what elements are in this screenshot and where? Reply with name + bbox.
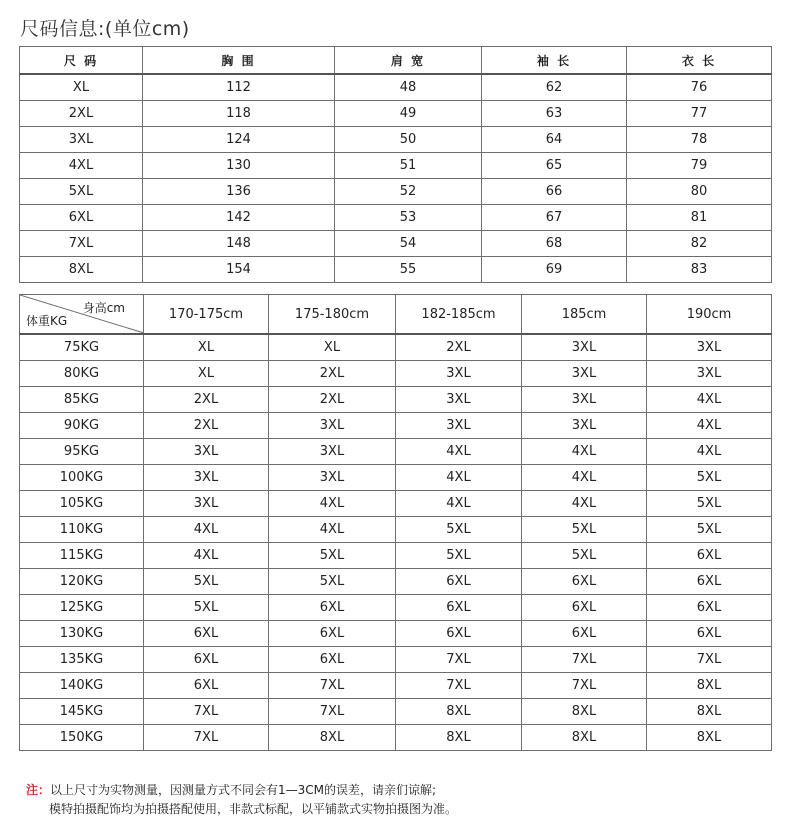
size-header-cell: 胸 围 xyxy=(143,47,335,75)
fit-table-row xyxy=(20,517,772,543)
fit-cell: 4XL xyxy=(396,465,522,491)
fit-table-row xyxy=(20,595,772,621)
fit-cell: 7XL xyxy=(269,673,396,699)
fit-cell-label: 150KG xyxy=(20,725,144,751)
size-cell: 68 xyxy=(482,231,627,257)
fit-cell: 4XL xyxy=(144,543,269,569)
size-table-row xyxy=(20,231,772,257)
size-cell: 52 xyxy=(335,179,482,205)
fit-cell-label: 90KG xyxy=(20,413,144,439)
fit-table-row xyxy=(20,543,772,569)
fit-cell: 3XL xyxy=(522,387,647,413)
size-cell: 130 xyxy=(143,153,335,179)
size-cell: 78 xyxy=(627,127,772,153)
fit-corner-cell xyxy=(20,295,144,335)
fit-cell: 6XL xyxy=(269,621,396,647)
fit-cell: 3XL xyxy=(647,361,772,387)
fit-cell: 5XL xyxy=(647,491,772,517)
size-table-row xyxy=(20,257,772,283)
fit-cell-label: 120KG xyxy=(20,569,144,595)
note-label: 注： xyxy=(26,783,51,797)
size-table-row xyxy=(20,153,772,179)
fit-cell: 8XL xyxy=(647,725,772,751)
size-table-header-row xyxy=(20,47,772,75)
fit-cell: 4XL xyxy=(269,517,396,543)
fit-cell: 6XL xyxy=(522,569,647,595)
size-cell: 54 xyxy=(335,231,482,257)
fit-cell: 4XL xyxy=(144,517,269,543)
fit-cell: 6XL xyxy=(396,621,522,647)
fit-cell: 3XL xyxy=(522,361,647,387)
fit-table-row xyxy=(20,387,772,413)
size-cell-label: 4XL xyxy=(20,153,143,179)
fit-cell: 3XL xyxy=(647,334,772,361)
fit-cell: 6XL xyxy=(396,569,522,595)
fit-cell: 4XL xyxy=(396,491,522,517)
fit-cell: 4XL xyxy=(522,465,647,491)
fit-cell: 7XL xyxy=(396,647,522,673)
size-cell: 55 xyxy=(335,257,482,283)
fit-cell: 5XL xyxy=(396,517,522,543)
fit-cell: 2XL xyxy=(269,387,396,413)
fit-cell-label: 100KG xyxy=(20,465,144,491)
fit-cell: 6XL xyxy=(269,647,396,673)
fit-cell: XL xyxy=(144,334,269,361)
fit-cell: 8XL xyxy=(647,699,772,725)
fit-table-row xyxy=(20,334,772,361)
size-table-row xyxy=(20,127,772,153)
fit-cell: 6XL xyxy=(647,621,772,647)
fit-cell: 7XL xyxy=(144,725,269,751)
size-header-cell: 袖 长 xyxy=(482,47,627,75)
fit-cell-label: 145KG xyxy=(20,699,144,725)
size-cell: 62 xyxy=(482,74,627,101)
size-cell: 80 xyxy=(627,179,772,205)
fit-cell: 5XL xyxy=(522,543,647,569)
size-cell: 83 xyxy=(627,257,772,283)
fit-table-row xyxy=(20,699,772,725)
fit-cell: 3XL xyxy=(144,439,269,465)
size-cell: 81 xyxy=(627,205,772,231)
fit-cell: 2XL xyxy=(144,413,269,439)
size-cell: 64 xyxy=(482,127,627,153)
page-title: 尺码信息:(单位cm) xyxy=(20,18,190,40)
height-header-cell: 190cm xyxy=(647,295,772,335)
fit-cell: 3XL xyxy=(522,413,647,439)
size-cell: 136 xyxy=(143,179,335,205)
size-cell: 142 xyxy=(143,205,335,231)
size-cell: 69 xyxy=(482,257,627,283)
fit-cell: 6XL xyxy=(647,595,772,621)
fit-cell: 5XL xyxy=(269,543,396,569)
fit-cell: 7XL xyxy=(144,699,269,725)
fit-cell: 4XL xyxy=(396,439,522,465)
size-cell-label: 6XL xyxy=(20,205,143,231)
height-header-cell: 175-180cm xyxy=(269,295,396,335)
fit-cell: 5XL xyxy=(522,517,647,543)
fit-cell: 5XL xyxy=(269,569,396,595)
fit-cell: 5XL xyxy=(396,543,522,569)
size-cell-label: XL xyxy=(20,74,143,101)
size-table-row xyxy=(20,205,772,231)
fit-table-row xyxy=(20,439,772,465)
fit-cell: 8XL xyxy=(396,725,522,751)
fit-cell: 8XL xyxy=(647,673,772,699)
size-cell: 79 xyxy=(627,153,772,179)
fit-cell: 3XL xyxy=(269,413,396,439)
fit-cell: 4XL xyxy=(522,439,647,465)
note-line-2 xyxy=(49,800,457,817)
fit-cell: 2XL xyxy=(144,387,269,413)
fit-cell: 2XL xyxy=(269,361,396,387)
fit-cell-label: 105KG xyxy=(20,491,144,517)
fit-cell: 7XL xyxy=(269,699,396,725)
fit-cell: 6XL xyxy=(269,595,396,621)
fit-cell: 7XL xyxy=(522,647,647,673)
fit-table-row xyxy=(20,673,772,699)
size-cell: 112 xyxy=(143,74,335,101)
size-cell-label: 5XL xyxy=(20,179,143,205)
fit-table-row xyxy=(20,647,772,673)
fit-cell: 8XL xyxy=(522,725,647,751)
fit-cell: 5XL xyxy=(144,569,269,595)
fit-cell: 5XL xyxy=(647,517,772,543)
fit-cell: 4XL xyxy=(269,491,396,517)
size-cell: 154 xyxy=(143,257,335,283)
fit-cell: 3XL xyxy=(396,387,522,413)
fit-cell: 6XL xyxy=(144,621,269,647)
size-cell: 48 xyxy=(335,74,482,101)
size-cell: 66 xyxy=(482,179,627,205)
fit-table xyxy=(19,294,772,751)
size-cell: 148 xyxy=(143,231,335,257)
size-cell: 82 xyxy=(627,231,772,257)
fit-table-row xyxy=(20,569,772,595)
fit-cell: 4XL xyxy=(647,439,772,465)
size-cell: 65 xyxy=(482,153,627,179)
corner-weight-label: 体重KG xyxy=(26,314,68,328)
size-cell: 124 xyxy=(143,127,335,153)
note-line-1 xyxy=(26,781,436,798)
fit-cell: 6XL xyxy=(647,569,772,595)
fit-cell: 6XL xyxy=(647,543,772,569)
size-table-row xyxy=(20,179,772,205)
fit-cell: 4XL xyxy=(522,491,647,517)
size-cell: 63 xyxy=(482,101,627,127)
size-cell-label: 8XL xyxy=(20,257,143,283)
fit-cell-label: 115KG xyxy=(20,543,144,569)
fit-cell-label: 110KG xyxy=(20,517,144,543)
corner-height-label: 身高cm xyxy=(82,301,125,315)
fit-cell: 4XL xyxy=(647,413,772,439)
size-table-row xyxy=(20,101,772,127)
note-text-1: 以上尺寸为实物测量，因测量方式不同会有1—3CM的误差，请亲们谅解; xyxy=(50,783,437,797)
fit-cell: 6XL xyxy=(144,647,269,673)
height-header-cell: 185cm xyxy=(522,295,647,335)
size-cell: 67 xyxy=(482,205,627,231)
size-cell: 50 xyxy=(335,127,482,153)
fit-cell: 4XL xyxy=(647,387,772,413)
height-header-cell: 182-185cm xyxy=(396,295,522,335)
fit-cell: 8XL xyxy=(269,725,396,751)
fit-cell: 8XL xyxy=(522,699,647,725)
size-cell-label: 3XL xyxy=(20,127,143,153)
size-table-row xyxy=(20,74,772,101)
fit-cell-label: 125KG xyxy=(20,595,144,621)
fit-cell-label: 80KG xyxy=(20,361,144,387)
height-header-cell: 170-175cm xyxy=(144,295,269,335)
fit-cell: 6XL xyxy=(396,595,522,621)
fit-cell-label: 95KG xyxy=(20,439,144,465)
size-cell-label: 2XL xyxy=(20,101,143,127)
fit-cell: XL xyxy=(144,361,269,387)
fit-cell-label: 140KG xyxy=(20,673,144,699)
fit-cell: 3XL xyxy=(269,465,396,491)
fit-table-row xyxy=(20,725,772,751)
fit-cell: 6XL xyxy=(522,595,647,621)
fit-cell-label: 75KG xyxy=(20,334,144,361)
fit-cell: 5XL xyxy=(647,465,772,491)
fit-cell: 6XL xyxy=(522,621,647,647)
fit-cell: 3XL xyxy=(396,413,522,439)
fit-table-row xyxy=(20,621,772,647)
fit-cell-label: 130KG xyxy=(20,621,144,647)
fit-cell: XL xyxy=(269,334,396,361)
size-header-cell: 肩 宽 xyxy=(335,47,482,75)
size-header-cell: 尺 码 xyxy=(20,47,143,75)
fit-cell: 3XL xyxy=(144,465,269,491)
fit-cell: 3XL xyxy=(144,491,269,517)
size-header-cell: 衣 长 xyxy=(627,47,772,75)
fit-cell: 8XL xyxy=(396,699,522,725)
size-cell-label: 7XL xyxy=(20,231,143,257)
fit-cell: 2XL xyxy=(396,334,522,361)
size-cell: 51 xyxy=(335,153,482,179)
fit-table-row xyxy=(20,491,772,517)
fit-cell-label: 135KG xyxy=(20,647,144,673)
fit-cell: 3XL xyxy=(269,439,396,465)
fit-cell: 6XL xyxy=(144,673,269,699)
fit-cell: 3XL xyxy=(396,361,522,387)
size-cell: 76 xyxy=(627,74,772,101)
fit-table-row xyxy=(20,361,772,387)
fit-cell: 7XL xyxy=(522,673,647,699)
fit-table-row xyxy=(20,465,772,491)
size-table xyxy=(19,46,772,283)
fit-cell-label: 85KG xyxy=(20,387,144,413)
size-cell: 118 xyxy=(143,101,335,127)
fit-table-header-row xyxy=(20,295,772,335)
size-cell: 77 xyxy=(627,101,772,127)
fit-cell: 7XL xyxy=(396,673,522,699)
note-text-2: 模特拍摄配饰均为拍摄搭配使用，非款式标配，以平铺款式实物拍摄图为准。 xyxy=(49,802,458,816)
fit-table-row xyxy=(20,413,772,439)
fit-cell: 3XL xyxy=(522,334,647,361)
size-cell: 53 xyxy=(335,205,482,231)
fit-cell: 5XL xyxy=(144,595,269,621)
size-cell: 49 xyxy=(335,101,482,127)
fit-cell: 7XL xyxy=(647,647,772,673)
